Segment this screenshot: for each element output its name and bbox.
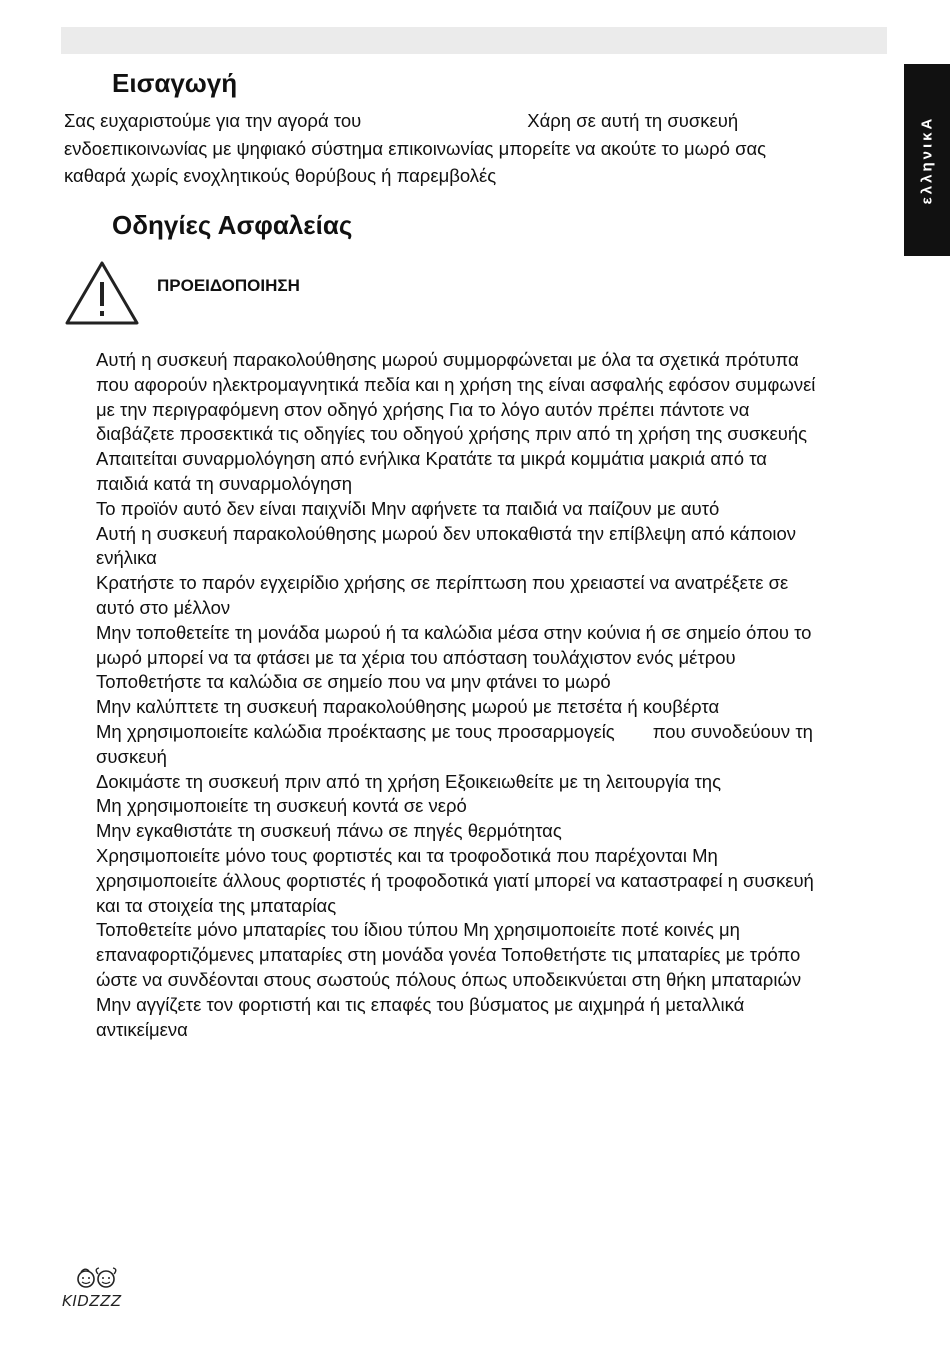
safety-instructions — [96, 348, 896, 1042]
safety-line: Κρατήστε το παρόν εγχειρίδιο χρήσης σε περίπτωση που χρειαστεί να ανατρέξετε σε — [96, 572, 789, 594]
safety-line: και τα στοιχεία της μπαταρίας — [96, 894, 337, 916]
svg-text:KIDZZZ: KIDZZZ — [62, 1292, 122, 1310]
safety-line: Δοκιμάστε τη συσκευή πριν από τη χρήση Εξοικειωθείτε με τη λειτουργία της — [96, 770, 721, 792]
warning-label: ΠΡΟΕΙΔΟΠΟΙΗΣΗ — [157, 276, 300, 295]
intro-line: Σας ευχαριστούμε για την αγορά του Χάρη σε αυτή τη συσκευή — [64, 110, 739, 131]
safety-line: Τοποθετήστε τα καλώδια σε σημείο που να μην φτάνει το μωρό — [96, 671, 611, 693]
safety-line: συσκευή — [96, 745, 167, 767]
safety-line: μωρό μπορεί να τα φτάσει με τα χέρια του απόσταση τουλάχιστον ενός μέτρου — [96, 646, 736, 668]
language-tab-label: ελληνικΑ — [918, 115, 936, 205]
warning-triangle-icon — [64, 260, 140, 326]
language-tab — [904, 64, 950, 256]
safety-line: Μη χρησιμοποιείτε τη συσκευή κοντά σε νερό — [96, 795, 467, 817]
safety-line: Μην τοποθετείτε τη μονάδα μωρού ή τα καλώδια μέσα στην κούνια ή σε σημείο όπου το — [96, 621, 812, 643]
safety-line: αυτό στο μέλλον — [96, 596, 231, 618]
kidzzz-logo — [58, 1265, 134, 1311]
intro-line: καθαρά χωρίς ενοχλητικούς θορύβους ή παρεμβολές — [64, 165, 497, 186]
safety-line: Μη χρησιμοποιείτε καλώδια προέκτασης με τους προσαρμογείς που συνοδεύουν τη — [96, 720, 813, 742]
header-bar — [61, 27, 887, 54]
safety-line: Το προϊόν αυτό δεν είναι παιχνίδι Μην αφήνετε τα παιδιά να παίζουν με αυτό — [96, 497, 720, 519]
safety-line: Απαιτείται συναρμολόγηση από ενήλικα Κρατάτε τα μικρά κομμάτια μακριά από τα — [96, 448, 767, 470]
safety-line: επαναφορτιζόμενες μπαταρίες στη μονάδα γονέα Τοποθετήστε τις μπαταρίες με τρόπο — [96, 944, 801, 966]
safety-line: Αυτή η συσκευή παρακολούθησης μωρού συμμορφώνεται με όλα τα σχετικά πρότυπα — [96, 349, 799, 370]
safety-line: διαβάζετε προσεκτικά τις οδηγίες του οδηγού χρήσης πριν από τη χρήση της συσκευής — [96, 423, 808, 445]
safety-line: Τοποθετείτε μόνο μπαταρίες του ίδιου τύπου Μη χρησιμοποιείτε ποτέ κοινές μη — [96, 919, 740, 941]
safety-line: χρησιμοποιείτε άλλους φορτιστές ή τροφοδοτικά γιατί μπορεί να καταστραφεί η συσκευή — [96, 869, 814, 891]
safety-line: με την περιγραφόμενη στον οδηγό χρήσης Για το λόγο αυτόν πρέπει πάντοτε να — [96, 398, 750, 420]
safety-line: ενήλικα — [96, 547, 157, 569]
safety-line: Μην αγγίζετε τον φορτιστή και τις επαφές του βύσματος με αιχμηρά ή μεταλλικά — [96, 993, 745, 1015]
intro-paragraph — [64, 107, 894, 190]
safety-line: Χρησιμοποιείτε μόνο τους φορτιστές και τα τροφοδοτικά που παρέχονται Μη — [96, 844, 718, 866]
safety-title: Οδηγίες Ασφαλείας — [112, 210, 353, 240]
safety-line: Αυτή η συσκευή παρακολούθησης μωρού δεν υποκαθιστά την επίβλεψη από κάποιον — [96, 522, 797, 544]
intro-title: Εισαγωγή — [112, 68, 238, 98]
safety-line: Μην εγκαθιστάτε τη συσκευή πάνω σε πηγές θερμότητας — [96, 820, 562, 842]
intro-line: ενδοεπικοινωνίας με ψηφιακό σύστημα επικοινωνίας μπορείτε να ακούτε το μωρό σας — [64, 137, 767, 159]
safety-line: παιδιά κατά τη συναρμολόγηση — [96, 472, 352, 494]
safety-line: ώστε να συνδέονται στους σωστούς πόλους όπως υποδεικνύεται στη θήκη μπαταριών — [96, 968, 802, 990]
safety-line: που αφορούν ηλεκτρομαγνητικά πεδία και η χρήση της είναι ασφαλής εφόσον συμφωνεί — [96, 373, 816, 395]
safety-line: αντικείμενα — [96, 1018, 188, 1040]
safety-line: Μην καλύπτετε τη συσκευή παρακολούθησης μωρού με πετσέτα ή κουβέρτα — [96, 696, 720, 718]
